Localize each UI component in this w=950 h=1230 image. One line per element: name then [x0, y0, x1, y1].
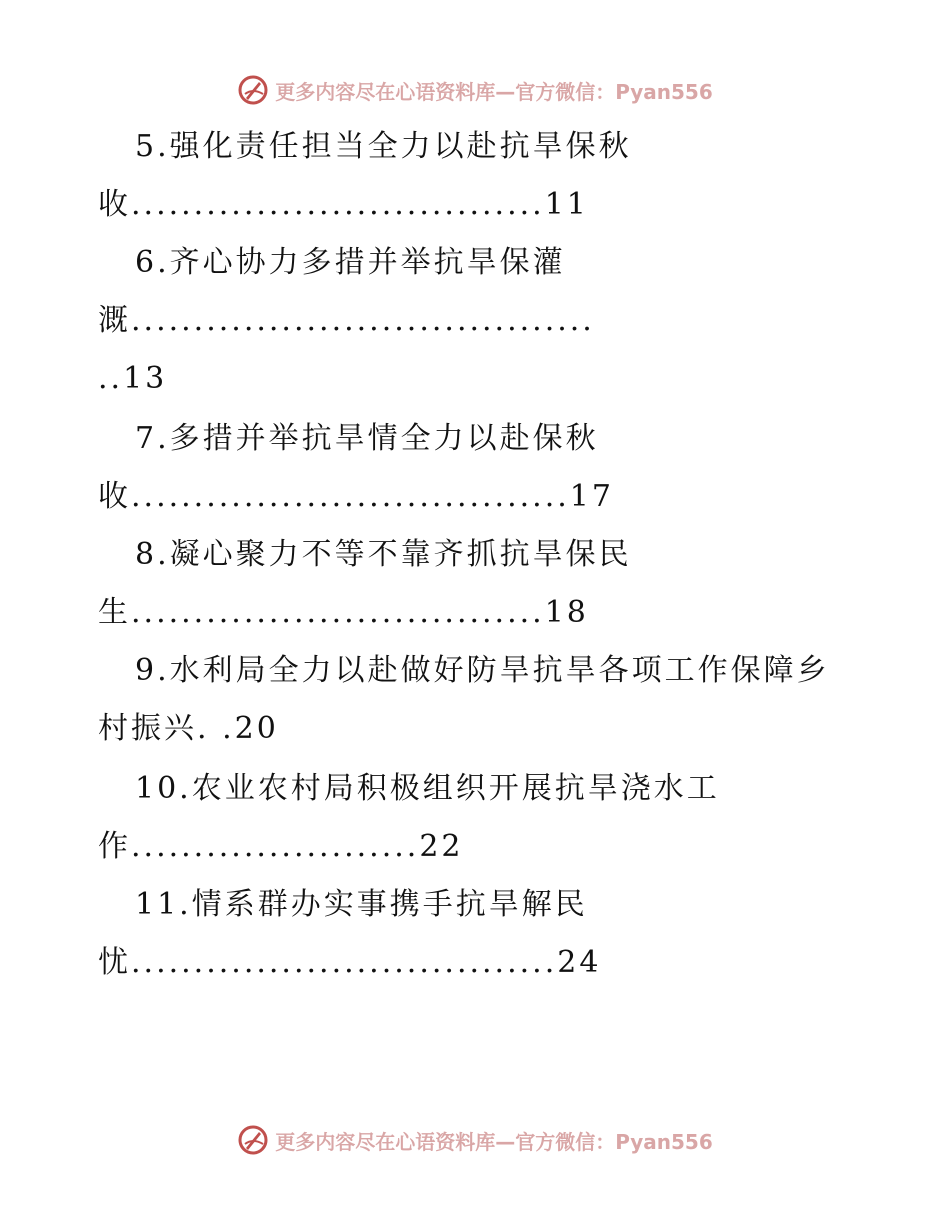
header-watermark-text: 更多内容尽在心语资料库—官方微信：Pyan556	[275, 79, 713, 104]
toc-line: 9.水利局全力以赴做好防旱抗旱各项工作保障乡	[135, 653, 830, 688]
quill-logo-icon	[237, 74, 269, 106]
toc-line: 10.农业农村局积极组织开展抗旱浇水工	[135, 771, 720, 806]
toc-line: ..13	[98, 361, 168, 396]
toc-line: 8.凝心聚力不等不靠齐抓抗旱保民	[135, 537, 632, 572]
toc-line: 作.......................22	[98, 829, 464, 864]
toc-line: 7.多措并举抗旱情全力以赴保秋	[135, 421, 599, 456]
toc-line: 生.................................18	[98, 595, 589, 630]
quill-logo-icon	[237, 1124, 269, 1156]
toc-line: 6.齐心协力多措并举抗旱保灌	[135, 245, 566, 280]
toc-line: 溉.....................................	[98, 303, 595, 338]
toc-line: 忧..................................24	[98, 945, 602, 980]
toc-line: 收.................................11	[98, 187, 589, 222]
toc-line: 村振兴. .20	[98, 711, 279, 746]
toc-line: 5.强化责任担当全力以赴抗旱保秋	[135, 129, 632, 164]
toc-line: 收...................................17	[98, 479, 614, 514]
header-watermark	[0, 70, 950, 110]
footer-watermark	[0, 1120, 950, 1160]
toc-line: 11.情系群办实事携手抗旱解民	[135, 887, 588, 922]
footer-watermark-text: 更多内容尽在心语资料库—官方微信：Pyan556	[275, 1129, 713, 1154]
